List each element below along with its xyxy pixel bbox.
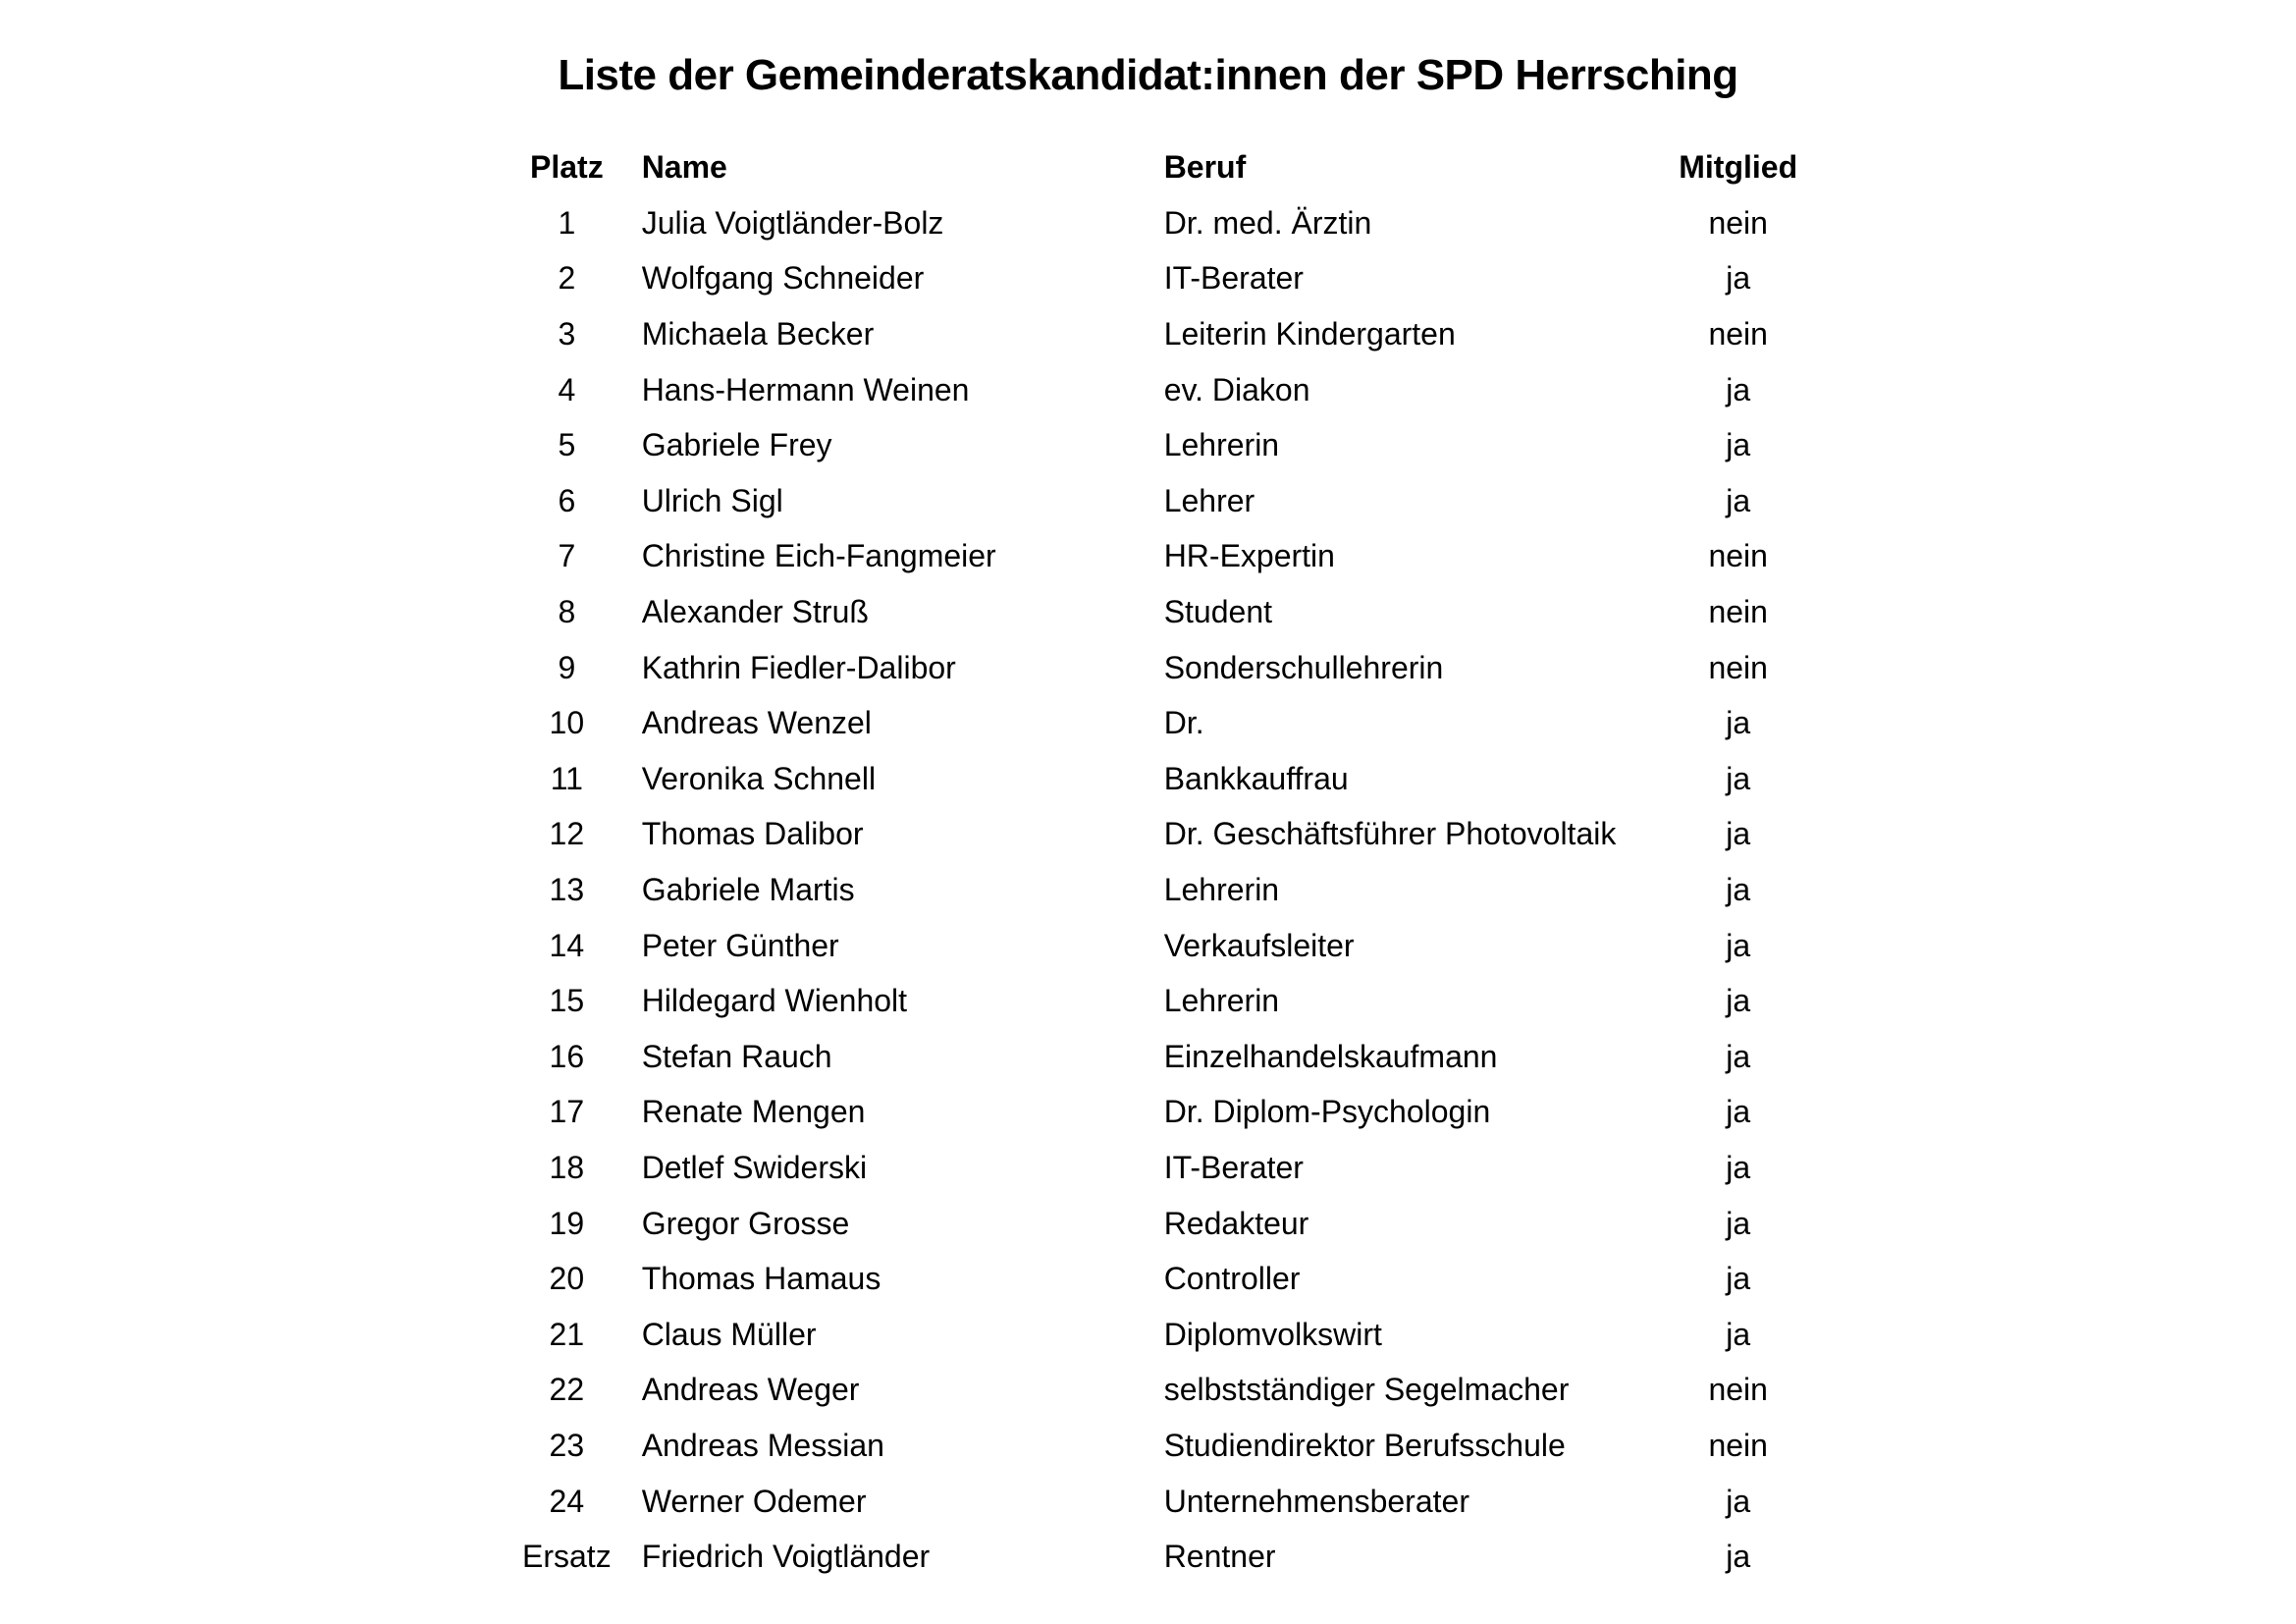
col-header-beruf: Beruf xyxy=(1163,149,1247,186)
table-row xyxy=(522,250,1851,306)
cell-name: Christine Eich-Fangmeier xyxy=(641,538,996,574)
cell-platz: 1 xyxy=(558,204,576,241)
cell-mitglied: ja xyxy=(1726,371,1751,407)
cell-name: Julia Voigtländer-Bolz xyxy=(641,204,944,241)
cell-mitglied: ja xyxy=(1726,1316,1751,1352)
cell-mitglied: ja xyxy=(1726,1205,1751,1241)
col-header-platz: Platz xyxy=(530,149,604,186)
cell-name: Kathrin Fiedler-Dalibor xyxy=(641,649,956,685)
table-row xyxy=(522,1195,1851,1251)
cell-beruf: Sonderschullehrerin xyxy=(1163,649,1444,685)
cell-platz: 22 xyxy=(549,1372,585,1408)
cell-mitglied: nein xyxy=(1708,649,1768,685)
table-row xyxy=(522,695,1851,751)
cell-platz: 8 xyxy=(558,594,576,630)
cell-name: Renate Mengen xyxy=(641,1094,866,1130)
cell-mitglied: nein xyxy=(1708,1372,1768,1408)
table-row xyxy=(522,584,1851,640)
cell-platz: 17 xyxy=(549,1094,585,1130)
cell-platz: 9 xyxy=(558,649,576,685)
cell-mitglied: ja xyxy=(1726,260,1751,297)
cell-platz: Ersatz xyxy=(522,1539,612,1575)
cell-mitglied: ja xyxy=(1726,1483,1751,1519)
cell-mitglied: nein xyxy=(1708,594,1768,630)
table-row xyxy=(522,917,1851,973)
cell-mitglied: ja xyxy=(1726,760,1751,796)
cell-name: Gabriele Martis xyxy=(641,872,855,908)
cell-beruf: Bankkauffrau xyxy=(1163,760,1349,796)
cell-name: Gabriele Frey xyxy=(641,427,832,463)
cell-name: Michaela Becker xyxy=(641,316,875,352)
table-row xyxy=(522,1029,1851,1085)
table-row xyxy=(522,528,1851,584)
table-header-row xyxy=(522,139,1851,195)
cell-name: Gregor Grosse xyxy=(641,1205,850,1241)
table-row xyxy=(522,1251,1851,1307)
table-row xyxy=(522,1306,1851,1362)
cell-platz: 12 xyxy=(549,816,585,852)
cell-name: Claus Müller xyxy=(641,1316,817,1352)
cell-beruf: Verkaufsleiter xyxy=(1163,927,1355,963)
cell-platz: 23 xyxy=(549,1427,585,1463)
cell-name: Peter Günther xyxy=(641,927,839,963)
cell-beruf: Diplomvolkswirt xyxy=(1163,1316,1382,1352)
page-title: Liste der Gemeinderatskandidat:innen der SPD Herrsching xyxy=(558,51,1738,99)
cell-name: Hans-Hermann Weinen xyxy=(641,371,970,407)
col-header-name: Name xyxy=(641,149,727,186)
cell-platz: 13 xyxy=(549,872,585,908)
table-row xyxy=(522,361,1851,417)
cell-name: Thomas Hamaus xyxy=(641,1261,881,1297)
cell-mitglied: ja xyxy=(1726,1094,1751,1130)
cell-platz: 18 xyxy=(549,1149,585,1185)
candidates-table xyxy=(522,139,1851,1584)
cell-beruf: Lehrerin xyxy=(1163,872,1280,908)
cell-platz: 7 xyxy=(558,538,576,574)
cell-platz: 3 xyxy=(558,316,576,352)
cell-name: Thomas Dalibor xyxy=(641,816,864,852)
cell-name: Veronika Schnell xyxy=(641,760,877,796)
cell-name: Stefan Rauch xyxy=(641,1038,832,1074)
cell-mitglied: nein xyxy=(1708,316,1768,352)
cell-beruf: Studiendirektor Berufsschule xyxy=(1163,1427,1566,1463)
cell-name: Friedrich Voigtländer xyxy=(641,1539,931,1575)
table-row xyxy=(522,806,1851,862)
cell-beruf: Student xyxy=(1163,594,1272,630)
cell-name: Hildegard Wienholt xyxy=(641,983,908,1019)
table-row xyxy=(522,1529,1851,1585)
cell-beruf: Dr. med. Ärztin xyxy=(1163,204,1372,241)
cell-beruf: Lehrer xyxy=(1163,482,1255,518)
cell-beruf: Dr. Geschäftsführer Photovoltaik xyxy=(1163,816,1617,852)
cell-beruf: ev. Diakon xyxy=(1163,371,1310,407)
cell-name: Andreas Messian xyxy=(641,1427,884,1463)
cell-name: Werner Odemer xyxy=(641,1483,867,1519)
cell-mitglied: ja xyxy=(1726,816,1751,852)
cell-name: Andreas Wenzel xyxy=(641,705,872,741)
cell-platz: 24 xyxy=(549,1483,585,1519)
cell-beruf: IT-Berater xyxy=(1163,260,1304,297)
table-row xyxy=(522,195,1851,251)
table-row xyxy=(522,417,1851,473)
table-row xyxy=(522,306,1851,362)
cell-platz: 11 xyxy=(550,760,583,796)
cell-mitglied: nein xyxy=(1708,204,1768,241)
cell-beruf: Redakteur xyxy=(1163,1205,1309,1241)
cell-mitglied: nein xyxy=(1708,538,1768,574)
cell-name: Detlef Swiderski xyxy=(641,1149,868,1185)
cell-platz: 10 xyxy=(549,705,585,741)
cell-beruf: IT-Berater xyxy=(1163,1149,1304,1185)
table-body xyxy=(522,195,1851,1585)
cell-beruf: Lehrerin xyxy=(1163,983,1280,1019)
cell-name: Alexander Struß xyxy=(641,594,869,630)
cell-name: Wolfgang Schneider xyxy=(641,260,925,297)
table-row xyxy=(522,1362,1851,1418)
cell-mitglied: ja xyxy=(1726,872,1751,908)
table-row xyxy=(522,1084,1851,1140)
cell-mitglied: ja xyxy=(1726,1261,1751,1297)
cell-beruf: Unternehmensberater xyxy=(1163,1483,1469,1519)
cell-beruf: Einzelhandelskaufmann xyxy=(1163,1038,1498,1074)
cell-beruf: selbstständiger Segelmacher xyxy=(1163,1372,1570,1408)
cell-beruf: Controller xyxy=(1163,1261,1301,1297)
table-row xyxy=(522,1473,1851,1529)
cell-platz: 20 xyxy=(549,1261,585,1297)
cell-platz: 14 xyxy=(549,927,585,963)
table-row xyxy=(522,751,1851,807)
cell-platz: 19 xyxy=(549,1205,585,1241)
cell-beruf: Leiterin Kindergarten xyxy=(1163,316,1456,352)
table-header xyxy=(522,139,1851,195)
table-row xyxy=(522,1418,1851,1474)
cell-beruf: HR-Expertin xyxy=(1163,538,1335,574)
cell-mitglied: ja xyxy=(1726,705,1751,741)
cell-platz: 4 xyxy=(558,371,576,407)
cell-platz: 5 xyxy=(558,427,576,463)
cell-platz: 15 xyxy=(549,983,585,1019)
table-row xyxy=(522,973,1851,1029)
cell-name: Andreas Weger xyxy=(641,1372,860,1408)
cell-platz: 6 xyxy=(558,482,576,518)
col-header-mitglied: Mitglied xyxy=(1679,149,1798,186)
cell-beruf: Dr. Diplom-Psychologin xyxy=(1163,1094,1491,1130)
table-row xyxy=(522,473,1851,529)
cell-mitglied: ja xyxy=(1726,427,1751,463)
cell-mitglied: ja xyxy=(1726,1539,1751,1575)
cell-mitglied: ja xyxy=(1726,1149,1751,1185)
cell-platz: 21 xyxy=(549,1316,585,1352)
cell-mitglied: ja xyxy=(1726,983,1751,1019)
cell-mitglied: ja xyxy=(1726,482,1751,518)
cell-beruf: Lehrerin xyxy=(1163,427,1280,463)
cell-mitglied: nein xyxy=(1708,1427,1768,1463)
cell-mitglied: ja xyxy=(1726,1038,1751,1074)
table-row xyxy=(522,1140,1851,1196)
cell-name: Ulrich Sigl xyxy=(641,482,783,518)
cell-platz: 16 xyxy=(549,1038,585,1074)
table-row xyxy=(522,639,1851,695)
cell-beruf: Dr. xyxy=(1163,705,1204,741)
table-row xyxy=(522,862,1851,918)
cell-mitglied: ja xyxy=(1726,927,1751,963)
cell-platz: 2 xyxy=(558,260,576,297)
cell-beruf: Rentner xyxy=(1163,1539,1276,1575)
